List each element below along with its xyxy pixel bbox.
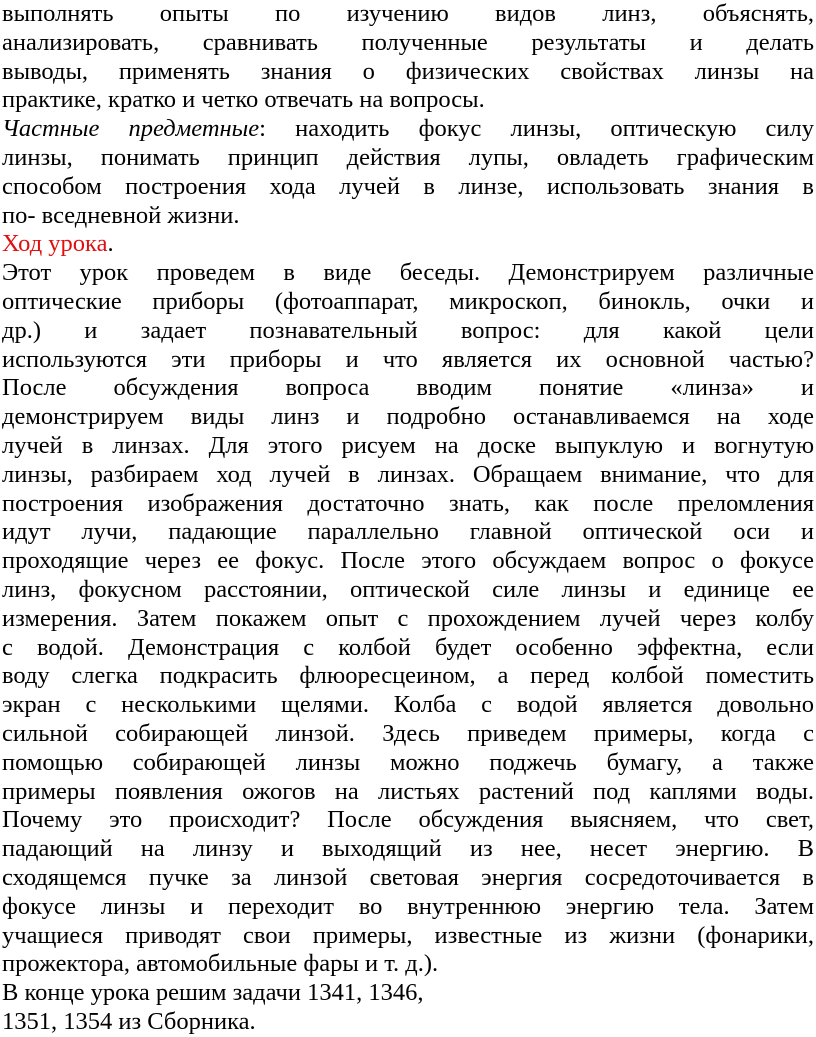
text-line: сильной собирающей линзой. Здесь приведем примеры, когда с (2, 719, 814, 747)
text-line: помощью собирающей линзы можно поджечь бумагу, а также (2, 748, 814, 776)
text-line: падающий на линзу и выходящий из нее, несет энергию. В (2, 835, 814, 863)
text-line: Этот урок проведем в виде беседы. Демонстрируем различные (2, 259, 814, 287)
text-line: линз, фокусном расстоянии, оптической силе линзы и единице ее (2, 575, 814, 603)
text-line: выводы, применять знания о физических свойствах линзы на (2, 57, 814, 85)
text-line: учащиеся приводят свои примеры, известные из жизни (фонарики, (2, 921, 814, 949)
text-line: прожектора, автомобильные фары и т. д.). (2, 950, 439, 978)
subject-results-label: Частные предметные (2, 115, 260, 143)
text-line: В конце урока решим задачи 1341, 1346, (2, 979, 424, 1007)
lesson-heading-punct: . (107, 230, 114, 258)
text-line: практике, кратко и четко отвечать на вопросы. (2, 86, 485, 114)
text-line: После обсуждения вопроса вводим понятие «линза» и (2, 374, 814, 402)
text-line: идут лучи, падающие параллельно главной оптической оси и (2, 518, 814, 546)
text-line: фокусе линзы и переходит во внутреннюю энергию тела. Затем (2, 892, 814, 920)
lesson-heading-text: Ход урока (2, 230, 108, 258)
text-line: сходящемся пучке за линзой световая энергия сосредоточивается в (2, 863, 814, 891)
text-line (2, 115, 814, 144)
text-line: по- вседневной жизни. (2, 201, 240, 229)
text-line: используются эти приборы и что является их основной частью? (2, 345, 814, 373)
text-line: выполнять опыты по изучению видов линз, объяснять, (2, 0, 814, 27)
text-line: линзы, разбираем ход лучей в линзах. Обращаем внимание, что для (2, 460, 814, 488)
subject-results-text: : находить фокус линзы, оптическую силу (259, 115, 814, 143)
text-line: 1351, 1354 из Сборника. (2, 1007, 256, 1035)
text-line: экран с несколькими щелями. Колба с водой является довольно (2, 691, 814, 719)
paragraph-subject-results (2, 115, 814, 230)
paragraph-goals-continuation (2, 0, 814, 115)
text-line: с водой. Демонстрация с колбой будет особенно эффектна, если (2, 633, 814, 661)
lesson-heading (2, 230, 814, 259)
text-line: анализировать, сравнивать полученные результаты и делать (2, 28, 814, 56)
text-line: измерения. Затем покажем опыт с прохождением лучей через колбу (2, 604, 814, 632)
paragraph-lesson-end (2, 979, 814, 1037)
text-line: примеры появления ожогов на листьях растений под каплями воды. (2, 777, 814, 805)
text-line: др.) и задает познавательный вопрос: для какой цели (2, 316, 814, 344)
text-line: проходящие через ее фокус. После этого обсуждаем вопрос о фокусе (2, 547, 814, 575)
document-page (2, 0, 814, 1037)
text-line: построения изображения достаточно знать, как после преломления (2, 489, 814, 517)
paragraph-lesson-body (2, 259, 814, 979)
text-line: лучей в линзах. Для этого рисуем на доске выпуклую и вогнутую (2, 431, 814, 459)
text-line: Почему это происходит? После обсуждения выясняем, что свет, (2, 806, 814, 834)
text-line: линзы, понимать принцип действия лупы, овладеть графическим (2, 143, 814, 171)
text-line: оптические приборы (фотоаппарат, микроскоп, бинокль, очки и (2, 287, 814, 315)
text-line: демонстрируем виды линз и подробно останавливаемся на ходе (2, 403, 814, 431)
text-line: способом построения хода лучей в линзе, использовать знания в (2, 172, 814, 200)
text-line: воду слегка подкрасить флюоресцеином, а перед колбой поместить (2, 662, 814, 690)
